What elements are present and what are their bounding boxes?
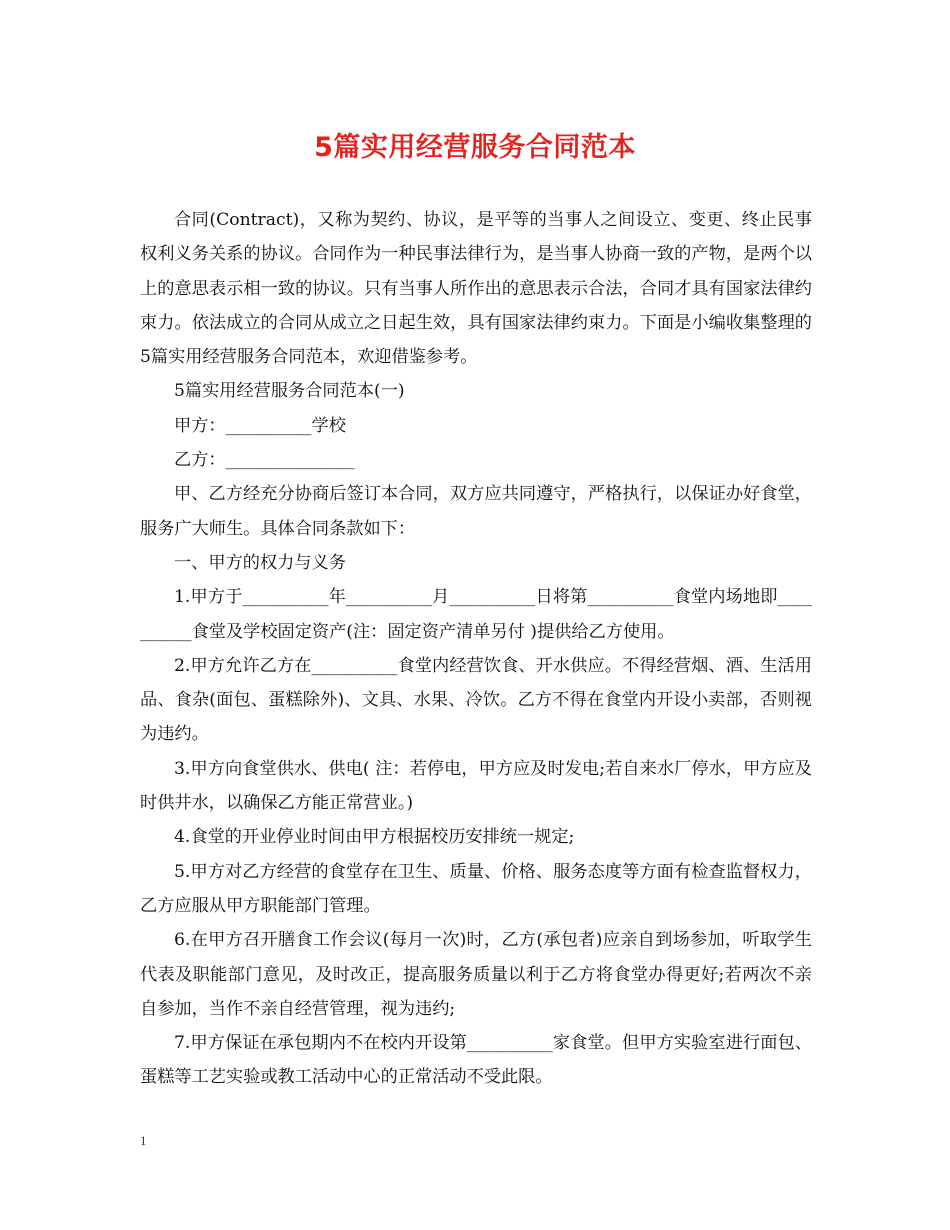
section-heading: 5篇实用经营服务合同范本(一) <box>174 381 405 402</box>
clause-5: 5.甲方对乙方经营的食堂存在卫生、质量、价格、服务态度等方面有检查监督权力，乙方应服从甲方职能部门管理。 <box>140 861 812 916</box>
clause-2: 2.甲方允许乙方在__________食堂内经营饮食、开水供应。不得经营烟、酒、生活用品、食杂(面包、蛋糕除外)、文具、水果、冷饮。乙方不得在食堂内开设小卖部，否则视为违约。 <box>140 655 812 745</box>
clause-3: 3.甲方向食堂供水、供电( 注：若停电，甲方应及时发电;若自来水厂停水，甲方应及时供井水，以确保乙方能正常营业。) <box>140 758 812 814</box>
clause-6: 6.在甲方召开膳食工作会议(每月一次)时，乙方(承包者)应亲自到场参加，听取学生代表及职能部门意见，及时改正，提高服务质量以利于乙方将食堂办得更好;若两次不亲自参加，当作不亲自经营管理，视为违约; <box>140 930 812 1019</box>
document-title: 5篇实用经营服务合同范本 <box>314 132 636 163</box>
page-number: 1 <box>140 1133 147 1148</box>
clause-4: 4.食堂的开业停业时间由甲方根据校历安排统一规定; <box>174 827 575 848</box>
clause-7: 7.甲方保证在承包期内不在校内开设第__________家食堂。但甲方实验室进行面包、蛋糕等工艺实验或教工活动中心的正常活动不受此限。 <box>140 1033 812 1088</box>
party-a-line: 甲方：__________学校 <box>174 415 346 436</box>
clause-1: 1.甲方于__________年__________月__________日将第__________食堂内场地即__________食堂及学校固定资产(注：固定资产清单另付 )提供给乙方使用。 <box>140 587 812 642</box>
document-body <box>140 203 812 1095</box>
party-b-line: 乙方：_______________ <box>174 450 355 471</box>
clause-heading: 一、甲方的权力与义务 <box>174 552 346 573</box>
agreement-paragraph: 甲、乙方经充分协商后签订本合同，双方应共同遵守，严格执行，以保证办好食堂，服务广大师生。具体合同条款如下： <box>140 484 812 539</box>
intro-paragraph: 合同(Contract)，又称为契约、协议，是平等的当事人之间设立、变更、终止民事权利义务关系的协议。合同作为一种民事法律行为，是当事人协商一致的产物，是两个以上的意思表示相一致的协议。只有当事人所作出的意思表示合法，合同才具有国家法律约束力。依法成立的合同从成立之日起生效，具有国家法律约束力。下面是小编收集整理的5篇实用经营服务合同范本，欢迎借鉴参考。 <box>140 210 812 368</box>
